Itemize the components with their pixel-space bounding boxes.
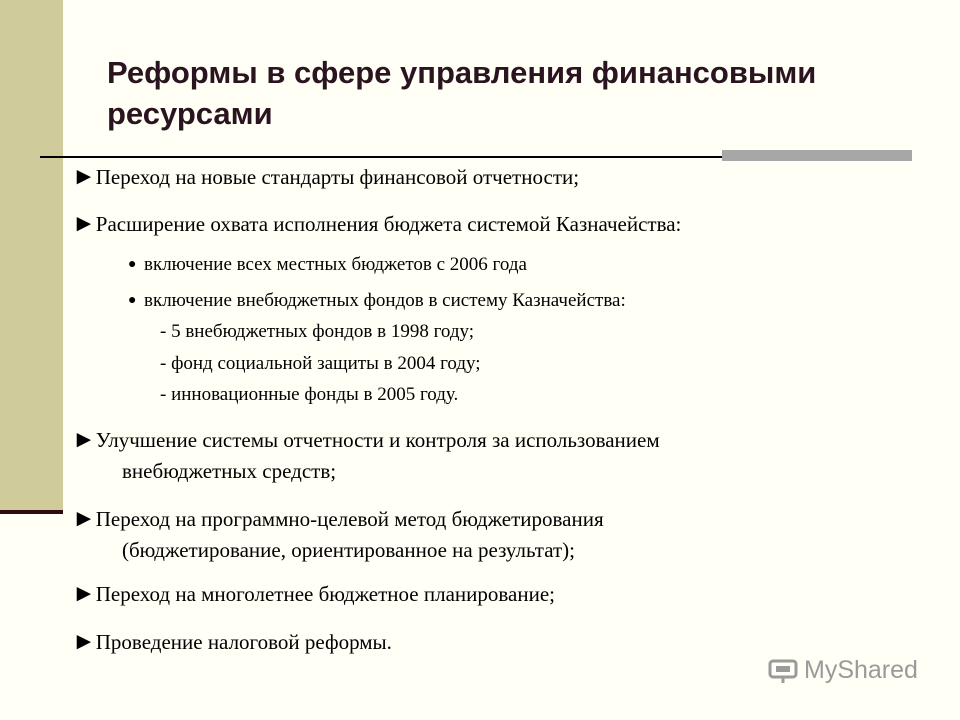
left-decor-line <box>0 510 63 514</box>
item-text: Переход на многолетнее бюджетное планирование; <box>95 582 555 606</box>
item-text: Переход на новые стандарты финансовой отчетности; <box>95 165 580 189</box>
sub-sub-list-item: - инновационные фонды в 2005 году. <box>160 384 459 405</box>
arrow-bullet-icon: ► <box>72 211 96 237</box>
slide-title: Реформы в сфере управления финансовыми ресурсами <box>107 55 817 131</box>
arrow-bullet-icon: ► <box>72 506 96 532</box>
title-accent-bar <box>722 150 912 161</box>
item-text: Переход на программно-целевой метод бюджетирования <box>95 507 604 531</box>
watermark-logo <box>768 656 918 685</box>
item-continuation: (бюджетирование, ориентированное на результат); <box>122 538 575 562</box>
arrow-bullet-icon: ► <box>72 581 96 607</box>
presentation-board-icon <box>768 658 798 684</box>
left-decor-bar <box>0 0 63 513</box>
item-continuation: внебюджетных средств; <box>122 459 337 483</box>
subitem-text: включение внебюджетных фондов в систему Казначейства: <box>144 290 626 311</box>
dot-bullet-icon: ● <box>128 293 137 308</box>
dot-bullet-icon: ● <box>128 257 137 272</box>
sub-list-item <box>128 252 527 277</box>
arrow-bullet-icon: ► <box>72 427 96 453</box>
subitem-text: включение всех местных бюджетов с 2006 года <box>144 254 527 275</box>
arrow-bullet-icon: ► <box>72 629 96 655</box>
list-item <box>72 163 579 192</box>
item-text: Расширение охвата исполнения бюджета системой Казначейства: <box>95 212 682 236</box>
item-text: Улучшение системы отчетности и контроля за использованием <box>95 428 660 452</box>
list-item <box>72 580 555 609</box>
sub-sub-list-item: - 5 внебюджетных фондов в 1998 году; <box>160 321 475 342</box>
sub-list-item <box>128 288 626 313</box>
item-text: Проведение налоговой реформы. <box>95 630 392 654</box>
list-item <box>72 505 604 534</box>
list-item <box>72 426 660 455</box>
list-item <box>72 628 392 657</box>
list-item <box>72 210 681 239</box>
sub-sub-list-item: - фонд социальной защиты в 2004 году; <box>160 353 481 374</box>
watermark-text: MyShared <box>804 656 918 684</box>
arrow-bullet-icon: ► <box>72 164 96 190</box>
